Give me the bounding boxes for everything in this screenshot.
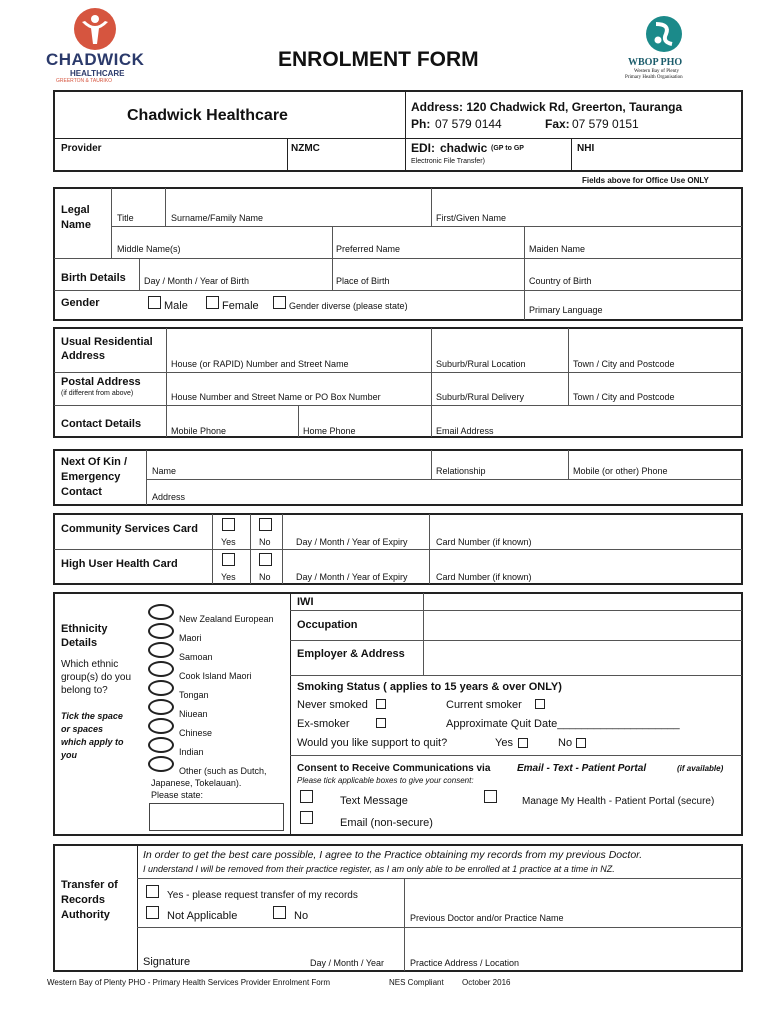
iwi-label: IWI [297,596,314,608]
gender-label: Gender [61,297,100,309]
email-consent-checkbox[interactable] [300,811,313,824]
legal-name-label-1: Legal [61,204,90,216]
suburb-field-label[interactable]: Suburb/Rural Location [436,359,526,369]
ethnicity-option-oval[interactable] [148,737,174,753]
wbop-logo-name: WBOP PHO [628,57,683,68]
postal-town-field-label[interactable]: Town / City and Postcode [573,392,675,402]
preferred-name-field-label[interactable]: Preferred Name [336,244,401,254]
chadwick-logo [44,6,148,84]
employer-label: Employer & Address [297,648,405,660]
transfer-no-checkbox[interactable] [273,906,286,919]
practice-address: Address: 120 Chadwick Rd, Greerton, Tauranga [411,100,683,114]
transfer-label-3: Authority [61,909,110,921]
usual-address-label-1: Usual Residential [61,336,153,348]
patient-portal-label: Manage My Health - Patient Portal (secure) [522,796,715,807]
ethnicity-option-oval[interactable] [148,642,174,658]
never-smoked-checkbox[interactable] [376,699,386,709]
current-smoker-checkbox[interactable] [535,699,545,709]
primary-language-field-label[interactable]: Primary Language [529,305,603,315]
postal-suburb-field-label[interactable]: Suburb/Rural Delivery [436,392,525,402]
ethnicity-question-1: Which ethnic [61,659,119,670]
quit-support-question: Would you like support to quit? [297,737,448,749]
ethnicity-option-label: Samoan [179,652,213,662]
hu-no-label: No [259,572,271,582]
ethnicity-option-oval[interactable] [148,661,174,677]
office-use-note: Fields above for Office Use ONLY [582,176,709,185]
csc-expiry-field-label[interactable]: Day / Month / Year of Expiry [296,537,408,547]
provider-label: Provider [61,143,102,154]
practice-name: Chadwick Healthcare [127,107,288,124]
postal-house-field-label[interactable]: House Number and Street Name or PO Box Number [171,392,381,402]
csc-no-checkbox[interactable] [259,518,272,531]
support-yes-checkbox[interactable] [518,738,528,748]
patient-portal-checkbox[interactable] [484,790,497,803]
contact-details-label: Contact Details [61,418,142,430]
gender-diverse-checkbox[interactable] [273,296,286,309]
title-field-label[interactable]: Title [117,213,134,223]
csc-no-label: No [259,537,271,547]
mobile-phone-field-label[interactable]: Mobile Phone [171,426,227,436]
ethnicity-option-label: Chinese [179,728,213,738]
ethnicity-option-label: Indian [179,747,204,757]
ethnicity-option-label: Tongan [179,690,209,700]
wbop-logo-sub1: Western Bay of Plenty [634,69,680,74]
kin-relationship-field-label[interactable]: Relationship [436,466,486,476]
address-box [53,327,743,438]
ethnicity-option-label: Cook Island Maori [179,671,252,681]
male-checkbox[interactable] [148,296,161,309]
email-field-label[interactable]: Email Address [436,426,494,436]
previous-doctor-field-label[interactable]: Previous Doctor and/or Practice Name [410,913,564,923]
female-checkbox[interactable] [206,296,219,309]
ex-smoker-checkbox[interactable] [376,718,386,728]
consent-label: Consent to Receive Communications via [297,763,491,774]
cob-field-label[interactable]: Country of Birth [529,276,592,286]
text-message-checkbox[interactable] [300,790,313,803]
transfer-intro-1: In order to get the best care possible, I agree to the Practice obtaining my records from my previous Doctor. [143,849,643,861]
kin-address-field-label[interactable]: Address [152,492,186,502]
csc-label: Community Services Card [61,523,198,535]
high-user-label: High User Health Card [61,558,178,570]
edi-note: (GP to GP [491,145,524,152]
ethnicity-other-label-2: Japanese, Tokelauan). [151,778,242,788]
ethnicity-option-label: Maori [179,633,202,643]
edi-value: chadwic [440,141,488,155]
chadwick-logo-name: CHADWICK [46,50,145,69]
edi-subnote: Electronic File Transfer) [411,158,485,165]
male-label: Male [164,300,188,312]
csc-yes-checkbox[interactable] [222,518,235,531]
footer-text: Western Bay of Plenty PHO - Primary Health Services Provider Enrolment Form [47,978,331,987]
support-no-checkbox[interactable] [576,738,586,748]
hu-card-number-field-label[interactable]: Card Number (if known) [436,572,532,582]
kin-name-field-label[interactable]: Name [152,466,177,476]
kin-mobile-field-label[interactable]: Mobile (or other) Phone [573,466,668,476]
ethnicity-option-oval[interactable] [148,699,174,715]
pob-field-label[interactable]: Place of Birth [336,276,390,286]
ethnicity-question-3: belong to? [61,685,108,696]
chadwick-logo-sub: HEALTHCARE [70,69,125,78]
transfer-yes-label: Yes - please request transfer of my records [167,890,358,901]
usual-address-label-2: Address [61,350,106,362]
postal-address-label: Postal Address [61,376,141,388]
town-field-label[interactable]: Town / City and Postcode [573,359,675,369]
ethnicity-option-oval[interactable] [148,623,174,639]
kin-label-1: Next Of Kin / [61,456,128,468]
tick-instruction-1: Tick the space [61,711,123,721]
first-name-field-label[interactable]: First/Given Name [436,213,507,223]
footer-date: October 2016 [462,978,511,987]
not-applicable-label: Not Applicable [167,910,238,922]
consent-note: Please tick applicable boxes to give your consent: [297,776,474,785]
legal-name-label-2: Name [61,219,91,231]
surname-field-label[interactable]: Surname/Family Name [171,213,264,223]
chadwick-emblem-icon [72,6,118,52]
hu-expiry-field-label[interactable]: Day / Month / Year of Expiry [296,572,408,582]
phone-label: Ph: [411,117,431,131]
fax-label: Fax: [545,117,570,131]
ethnicity-label-1: Ethnicity [61,623,108,635]
support-no-label: No [558,737,573,749]
ethnicity-option-oval[interactable] [148,718,174,734]
signature-field-label[interactable]: Signature [143,956,191,968]
hu-yes-label: Yes [221,572,236,582]
postal-address-note: (if different from above) [61,390,134,397]
occupation-label: Occupation [297,619,358,631]
smoking-status-label: Smoking Status ( applies to 15 years & over ONLY) [297,681,562,693]
signature-date-field-label[interactable]: Day / Month / Year [310,958,385,968]
gender-diverse-label: Gender diverse (please state) [289,301,408,311]
wbop-emblem-icon [644,14,684,54]
hu-yes-checkbox[interactable] [222,553,235,566]
chadwick-logo-location: GREERTON & TAURIKO [56,78,113,84]
female-label: Female [222,300,259,312]
footer-nes: NES Compliant [389,978,444,987]
tick-instruction-4: you [61,750,78,760]
phone-number: 07 579 0144 [435,117,502,131]
ethnicity-option-oval[interactable] [148,680,174,696]
dob-field-label[interactable]: Day / Month / Year of Birth [144,276,250,286]
never-smoked-label: Never smoked [297,699,368,711]
fax-number: 07 579 0151 [572,117,639,131]
maiden-name-field-label[interactable]: Maiden Name [529,244,586,254]
quit-date-label[interactable]: Approximate Quit Date____________________ [446,718,680,730]
transfer-yes-checkbox[interactable] [146,885,159,898]
current-smoker-label: Current smoker [446,699,522,711]
transfer-intro-2: I understand I will be removed from their practice register, as I am only able to be enrolled at 1 practice at a time in NZ. [143,864,615,874]
kin-label-3: Contact [61,486,102,498]
transfer-no-label: No [294,910,309,922]
transfer-label-2: Records [61,894,106,906]
nhi-label: NHI [577,143,595,154]
birth-details-label: Birth Details [61,272,126,284]
hu-no-checkbox[interactable] [259,553,272,566]
tick-instruction-3: which apply to [61,737,124,747]
csc-yes-label: Yes [221,537,236,547]
home-phone-field-label[interactable]: Home Phone [303,426,356,436]
support-yes-label: Yes [495,737,513,749]
ethnicity-option-label: Niuean [179,709,208,719]
ethnicity-other-input[interactable] [149,803,284,831]
ethnicity-question-2: group(s) do you [61,672,132,683]
not-applicable-checkbox[interactable] [146,906,159,919]
csc-card-number-field-label[interactable]: Card Number (if known) [436,537,532,547]
form-title: ENROLMENT FORM [278,48,479,71]
tick-instruction-2: or spaces [61,724,104,734]
middle-name-field-label[interactable]: Middle Name(s) [117,244,181,254]
consent-channels: Email - Text - Patient Portal [517,763,647,774]
ex-smoker-label: Ex-smoker [297,718,350,730]
wbop-pho-logo [620,14,710,84]
ethnicity-label-2: Details [61,637,98,649]
wbop-logo-sub2: Primary Health Organisation [625,75,683,80]
consent-availability: (if available) [677,764,724,773]
ethnicity-option-label: New Zealand European [179,614,274,624]
practice-address-field-label[interactable]: Practice Address / Location [410,958,520,968]
house-field-label[interactable]: House (or RAPID) Number and Street Name [171,359,349,369]
ethnicity-option-oval[interactable] [148,604,174,620]
ethnicity-option-oval[interactable] [148,756,174,772]
email-consent-label: Email (non-secure) [340,817,433,829]
edi-label: EDI: [411,141,435,155]
kin-label-2: Emergency [61,471,121,483]
transfer-label-1: Transfer of [61,879,118,891]
ethnicity-other-label-3: Please state: [151,790,204,800]
ethnicity-other-label-1: Other (such as Dutch, [179,766,267,776]
text-message-label: Text Message [340,795,408,807]
nzmc-label: NZMC [291,143,320,154]
